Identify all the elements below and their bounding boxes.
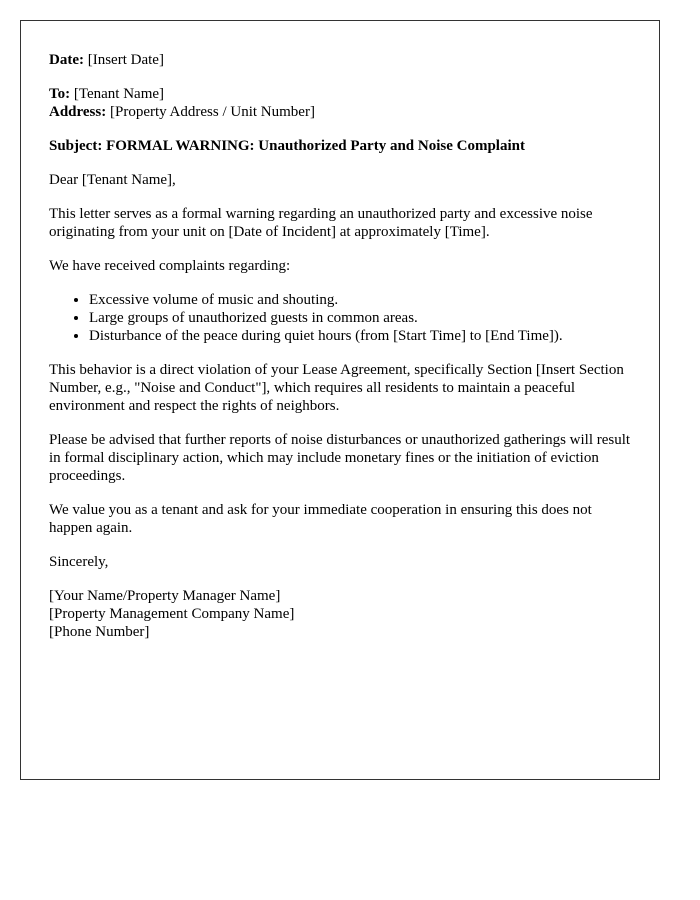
consequences-paragraph: Please be advised that further reports of noise disturbances or unauthorized gatherings will result in formal disciplinary action, which may include monetary fines or the initiation of eviction proceedings.	[49, 432, 631, 484]
subject-line	[49, 137, 631, 155]
signer-name: [Your Name/Property Manager Name]	[49, 588, 281, 604]
list-item: • Disturbance of the peace during quiet hours (from [Start Time] to [End Time]).	[89, 327, 631, 345]
closing-request-paragraph: We value you as a tenant and ask for your immediate cooperation in ensuring this does not happen again.	[49, 502, 592, 536]
intro-paragraph: This letter serves as a formal warning regarding an unauthorized party and excessive noise originating from your unit on [Date of Incident] at approximately [Time].	[49, 206, 593, 240]
complaints-list	[49, 291, 631, 345]
phone-number: [Phone Number]	[49, 624, 150, 640]
date-value: [Insert Date]	[87, 52, 164, 68]
list-item: • Excessive volume of music and shouting.	[89, 291, 631, 309]
complaints-intro: We have received complaints regarding:	[49, 258, 291, 274]
address-value: [Property Address / Unit Number]	[109, 104, 315, 120]
date-label: Date:	[49, 52, 84, 68]
to-line	[49, 85, 631, 103]
violation-paragraph: This behavior is a direct violation of your Lease Agreement, specifically Section [Insert Section Number, e.g., "Noise and Conduct"], which requires all residents to maintain a peaceful environment and respect the rights of neighbors.	[49, 362, 624, 414]
warning-letter	[20, 20, 660, 780]
closing: Sincerely,	[49, 554, 109, 570]
to-value: [Tenant Name]	[73, 86, 165, 102]
to-label: To:	[49, 86, 71, 102]
company-name: [Property Management Company Name]	[49, 606, 295, 622]
address-label: Address:	[49, 104, 107, 120]
subject-label: Subject:	[49, 138, 103, 154]
date-line	[49, 51, 631, 69]
address-line	[49, 103, 631, 121]
list-item: • Large groups of unauthorized guests in common areas.	[89, 309, 631, 327]
salutation: Dear [Tenant Name],	[49, 172, 176, 188]
subject-text: FORMAL WARNING: Unauthorized Party and Noise Complaint	[106, 138, 525, 154]
